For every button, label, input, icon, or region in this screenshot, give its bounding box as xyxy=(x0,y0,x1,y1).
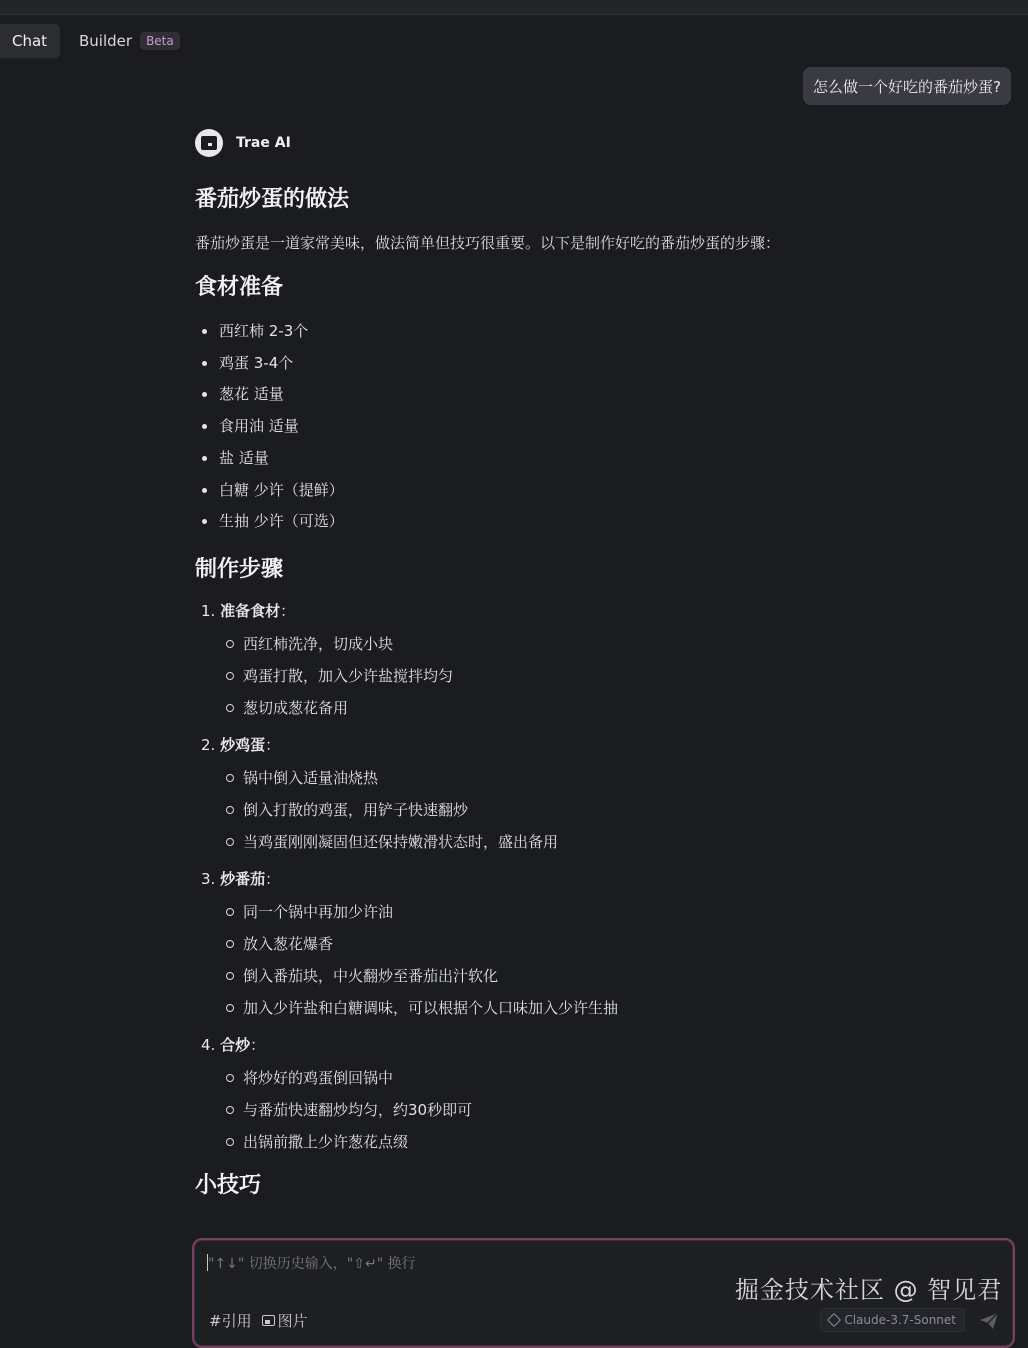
step-item xyxy=(195,730,995,858)
steps-heading: 制作步骤 xyxy=(195,556,284,582)
tab-chat-label: Chat xyxy=(12,32,48,50)
assistant-name: Trae AI xyxy=(236,135,291,151)
tab-builder[interactable] xyxy=(68,24,192,58)
send-button[interactable] xyxy=(977,1310,1001,1332)
assistant-header xyxy=(195,128,995,158)
steps-list xyxy=(195,596,995,1158)
cite-label: #引用 xyxy=(209,1312,252,1330)
step-number: 4. xyxy=(201,1035,216,1054)
step-item xyxy=(195,864,995,1024)
step-head: 3. 炒番茄： xyxy=(201,869,281,888)
assistant-message xyxy=(195,128,995,1200)
beta-badge: Beta xyxy=(140,32,180,50)
step-title: 炒番茄 xyxy=(220,869,266,888)
list-item: 西红柿 2-3个 xyxy=(195,316,995,348)
step-title: 合炒 xyxy=(220,1035,251,1054)
substep-item: 放入葱花爆香 xyxy=(195,928,995,960)
user-message-bubble xyxy=(803,67,1011,105)
watermark-text: 掘金技术社区 @ 智见君 xyxy=(735,1276,1003,1304)
step-number: 3. xyxy=(201,869,216,888)
substep-item: 加入少许盐和白糖调味，可以根据个人口味加入少许生抽 xyxy=(195,992,995,1024)
answer-intro: 番茄炒蛋是一道家常美味，做法简单但技巧很重要。以下是制作好吃的番茄炒蛋的步骤： xyxy=(195,234,781,252)
mode-tabs xyxy=(0,24,192,58)
step-substeps xyxy=(195,1062,995,1158)
step-substeps xyxy=(195,896,995,1024)
step-head: 1. 准备食材： xyxy=(201,601,296,620)
step-substeps xyxy=(195,762,995,858)
step-head: 2. 炒鸡蛋： xyxy=(201,735,281,754)
trae-logo-icon xyxy=(195,129,223,157)
cube-icon xyxy=(827,1313,841,1327)
send-icon xyxy=(979,1312,999,1330)
step-title: 炒鸡蛋 xyxy=(220,735,266,754)
substep-item: 与番茄快速翻炒均匀，约30秒即可 xyxy=(195,1094,995,1126)
step-item xyxy=(195,596,995,724)
substep-item: 出锅前撒上少许葱花点缀 xyxy=(195,1126,995,1158)
tab-builder-label: Builder xyxy=(79,32,133,50)
chat-input-box[interactable] xyxy=(192,1238,1015,1348)
list-item: 食用油 适量 xyxy=(195,411,995,443)
top-bar xyxy=(0,0,1028,15)
substep-item: 西红柿洗净，切成小块 xyxy=(195,628,995,660)
chat-input-placeholder[interactable]: "↑↓" 切换历史输入，"⇧↵" 换行 xyxy=(208,1256,416,1272)
list-item: 葱花 适量 xyxy=(195,379,995,411)
image-label: 图片 xyxy=(277,1312,308,1330)
list-item: 鸡蛋 3-4个 xyxy=(195,348,995,380)
list-item: 盐 适量 xyxy=(195,443,995,475)
substep-item: 鸡蛋打散，加入少许盐搅拌均匀 xyxy=(195,660,995,692)
answer-title: 番茄炒蛋的做法 xyxy=(195,187,350,212)
step-number: 1. xyxy=(201,601,216,620)
model-selector[interactable] xyxy=(820,1308,965,1332)
step-item xyxy=(195,1030,995,1158)
input-toolbar xyxy=(209,1310,308,1331)
substep-item: 同一个锅中再加少许油 xyxy=(195,896,995,928)
list-item: 白糖 少许（提鲜） xyxy=(195,475,995,507)
cite-button[interactable] xyxy=(209,1310,252,1331)
image-icon xyxy=(262,1315,275,1326)
user-message-text: 怎么做一个好吃的番茄炒蛋? xyxy=(813,77,1001,96)
model-name: Claude-3.7-Sonnet xyxy=(844,1313,956,1327)
substep-item: 倒入番茄块，中火翻炒至番茄出汁软化 xyxy=(195,960,995,992)
step-number: 2. xyxy=(201,735,216,754)
substep-item: 倒入打散的鸡蛋，用铲子快速翻炒 xyxy=(195,794,995,826)
substep-item: 葱切成葱花备用 xyxy=(195,692,995,724)
image-button[interactable] xyxy=(262,1310,308,1331)
tab-chat[interactable] xyxy=(0,24,60,58)
list-item: 生抽 少许（可选） xyxy=(195,506,995,538)
step-title: 准备食材 xyxy=(220,601,281,620)
tips-heading: 小技巧 xyxy=(195,1172,262,1198)
substep-item: 锅中倒入适量油烧热 xyxy=(195,762,995,794)
substep-item: 将炒好的鸡蛋倒回锅中 xyxy=(195,1062,995,1094)
ingredients-heading: 食材准备 xyxy=(195,275,284,300)
step-head: 4. 合炒： xyxy=(201,1035,266,1054)
substep-item: 当鸡蛋刚刚凝固但还保持嫩滑状态时，盛出备用 xyxy=(195,826,995,858)
ingredients-list xyxy=(195,316,995,538)
step-substeps xyxy=(195,628,995,724)
